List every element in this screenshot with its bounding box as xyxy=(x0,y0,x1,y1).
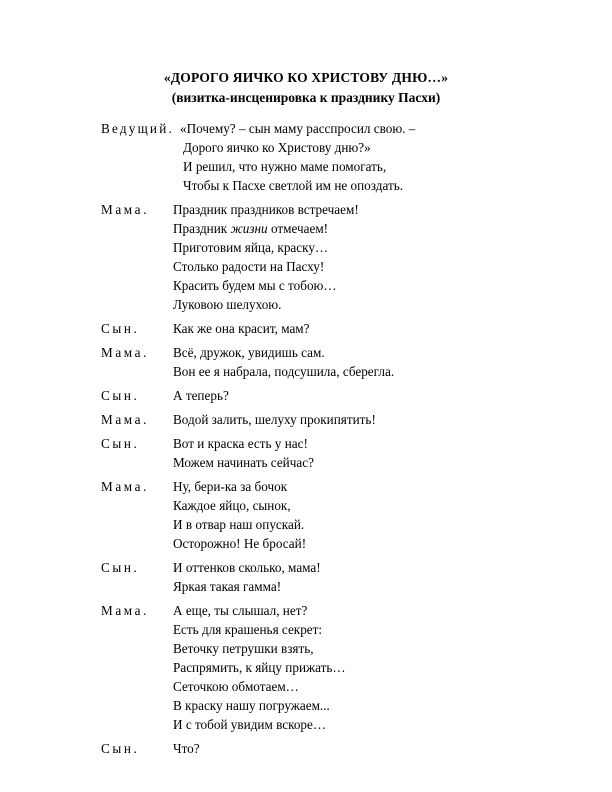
speaker-name: Мама. xyxy=(101,479,149,494)
speech-line: Что? xyxy=(173,741,200,756)
speaker-name: Мама. xyxy=(101,345,149,360)
emphasized-word: жизни xyxy=(230,221,268,236)
speech-line: Приготовим яйца, краску… xyxy=(173,240,329,255)
speech-line: В краску нашу погружаем... xyxy=(173,698,330,713)
speech-line: И решил, что нужно маме помогать, xyxy=(183,159,387,174)
speech-lines xyxy=(173,386,571,405)
dialogue-turn xyxy=(101,386,571,405)
dialogue-turn xyxy=(101,119,571,195)
speech-line: Можем начинать сейчас? xyxy=(173,455,314,470)
speech-line: Луковою шелухою. xyxy=(173,297,282,312)
dialogue-turn xyxy=(101,739,571,758)
dialogue-turn xyxy=(101,410,571,429)
dialogue-turn xyxy=(101,601,571,734)
speech-lines xyxy=(173,434,571,472)
speech-line: Каждое яйцо, сынок, xyxy=(173,498,291,513)
speech-text: Праздник xyxy=(173,221,231,236)
speech-lines xyxy=(173,558,571,596)
speech-line: Ну, бери-ка за бочок xyxy=(173,479,288,494)
speech-line: Праздник праздников встречаем! xyxy=(173,202,359,217)
speaker-name: Сын. xyxy=(101,321,140,336)
speech-line: Как же она красит, мам? xyxy=(173,321,310,336)
speech-lines xyxy=(173,410,571,429)
speaker-name: Сын. xyxy=(101,560,140,575)
dialogue-turn xyxy=(101,558,571,596)
speech-line: Столько радости на Пасху! xyxy=(173,259,325,274)
speaker-name: Сын. xyxy=(101,388,140,403)
speech-line: И оттенков сколько, мама! xyxy=(173,560,321,575)
dialogue-turn xyxy=(101,434,571,472)
document-title: «ДОРОГО ЯИЧКО КО ХРИСТОВУ ДНЮ…» xyxy=(163,70,449,85)
speech-line: Водой залить, шелуху прокипятить! xyxy=(173,412,376,427)
dialogue-turn xyxy=(101,200,571,314)
speaker-name: Сын. xyxy=(101,741,140,756)
speech-line: Вот и краска есть у нас! xyxy=(173,436,308,451)
dialogue-script xyxy=(101,119,571,763)
speaker-name: Мама. xyxy=(101,412,149,427)
speech-line: Есть для крашенья секрет: xyxy=(173,622,323,637)
speech-line: Дорого яичко ко Христову дню?» xyxy=(183,140,371,155)
speech-line: Вон ее я набрала, подсушила, сберегла. xyxy=(173,364,395,379)
speech-line: Яркая такая гамма! xyxy=(173,579,282,594)
speaker-name: Мама. xyxy=(101,202,149,217)
speech-line: Веточку петрушки взять, xyxy=(173,641,314,656)
speech-lines xyxy=(173,200,571,314)
speech-line: И в отвар наш опускай. xyxy=(173,517,305,532)
speaker-name: Мама. xyxy=(101,603,149,618)
dialogue-turn xyxy=(101,343,571,381)
dialogue-turn xyxy=(101,319,571,338)
speech-lines xyxy=(180,119,571,195)
speech-line: Чтобы к Пасхе светлой им не опоздать. xyxy=(183,178,404,193)
speaker-name: Ведущий. xyxy=(101,121,174,136)
speech-lines xyxy=(173,343,571,381)
speech-text: отмечаем! xyxy=(267,221,329,236)
speech-lines xyxy=(173,319,571,338)
document-subtitle: (визитка-инсценировка к празднику Пасхи) xyxy=(171,90,441,105)
speech-lines xyxy=(173,477,571,553)
speech-lines xyxy=(173,739,571,758)
speech-line: Красить будем мы с тобою… xyxy=(173,278,337,293)
speech-line: «Почему? – сын маму расспросил свою. – xyxy=(180,121,416,136)
speech-line xyxy=(173,219,571,238)
speaker-name: Сын. xyxy=(101,436,140,451)
speech-line: И с тобой увидим вскоре… xyxy=(173,717,327,732)
speech-line: Осторожно! Не бросай! xyxy=(173,536,307,551)
speech-line: Распрямить, к яйцу прижать… xyxy=(173,660,346,675)
speech-line: А еще, ты слышал, нет? xyxy=(173,603,308,618)
speech-line: Сеточкою обмотаем… xyxy=(173,679,299,694)
speech-lines xyxy=(173,601,571,734)
speech-line: Всё, дружок, увидишь сам. xyxy=(173,345,325,360)
speech-line: А теперь? xyxy=(173,388,229,403)
dialogue-turn xyxy=(101,477,571,553)
